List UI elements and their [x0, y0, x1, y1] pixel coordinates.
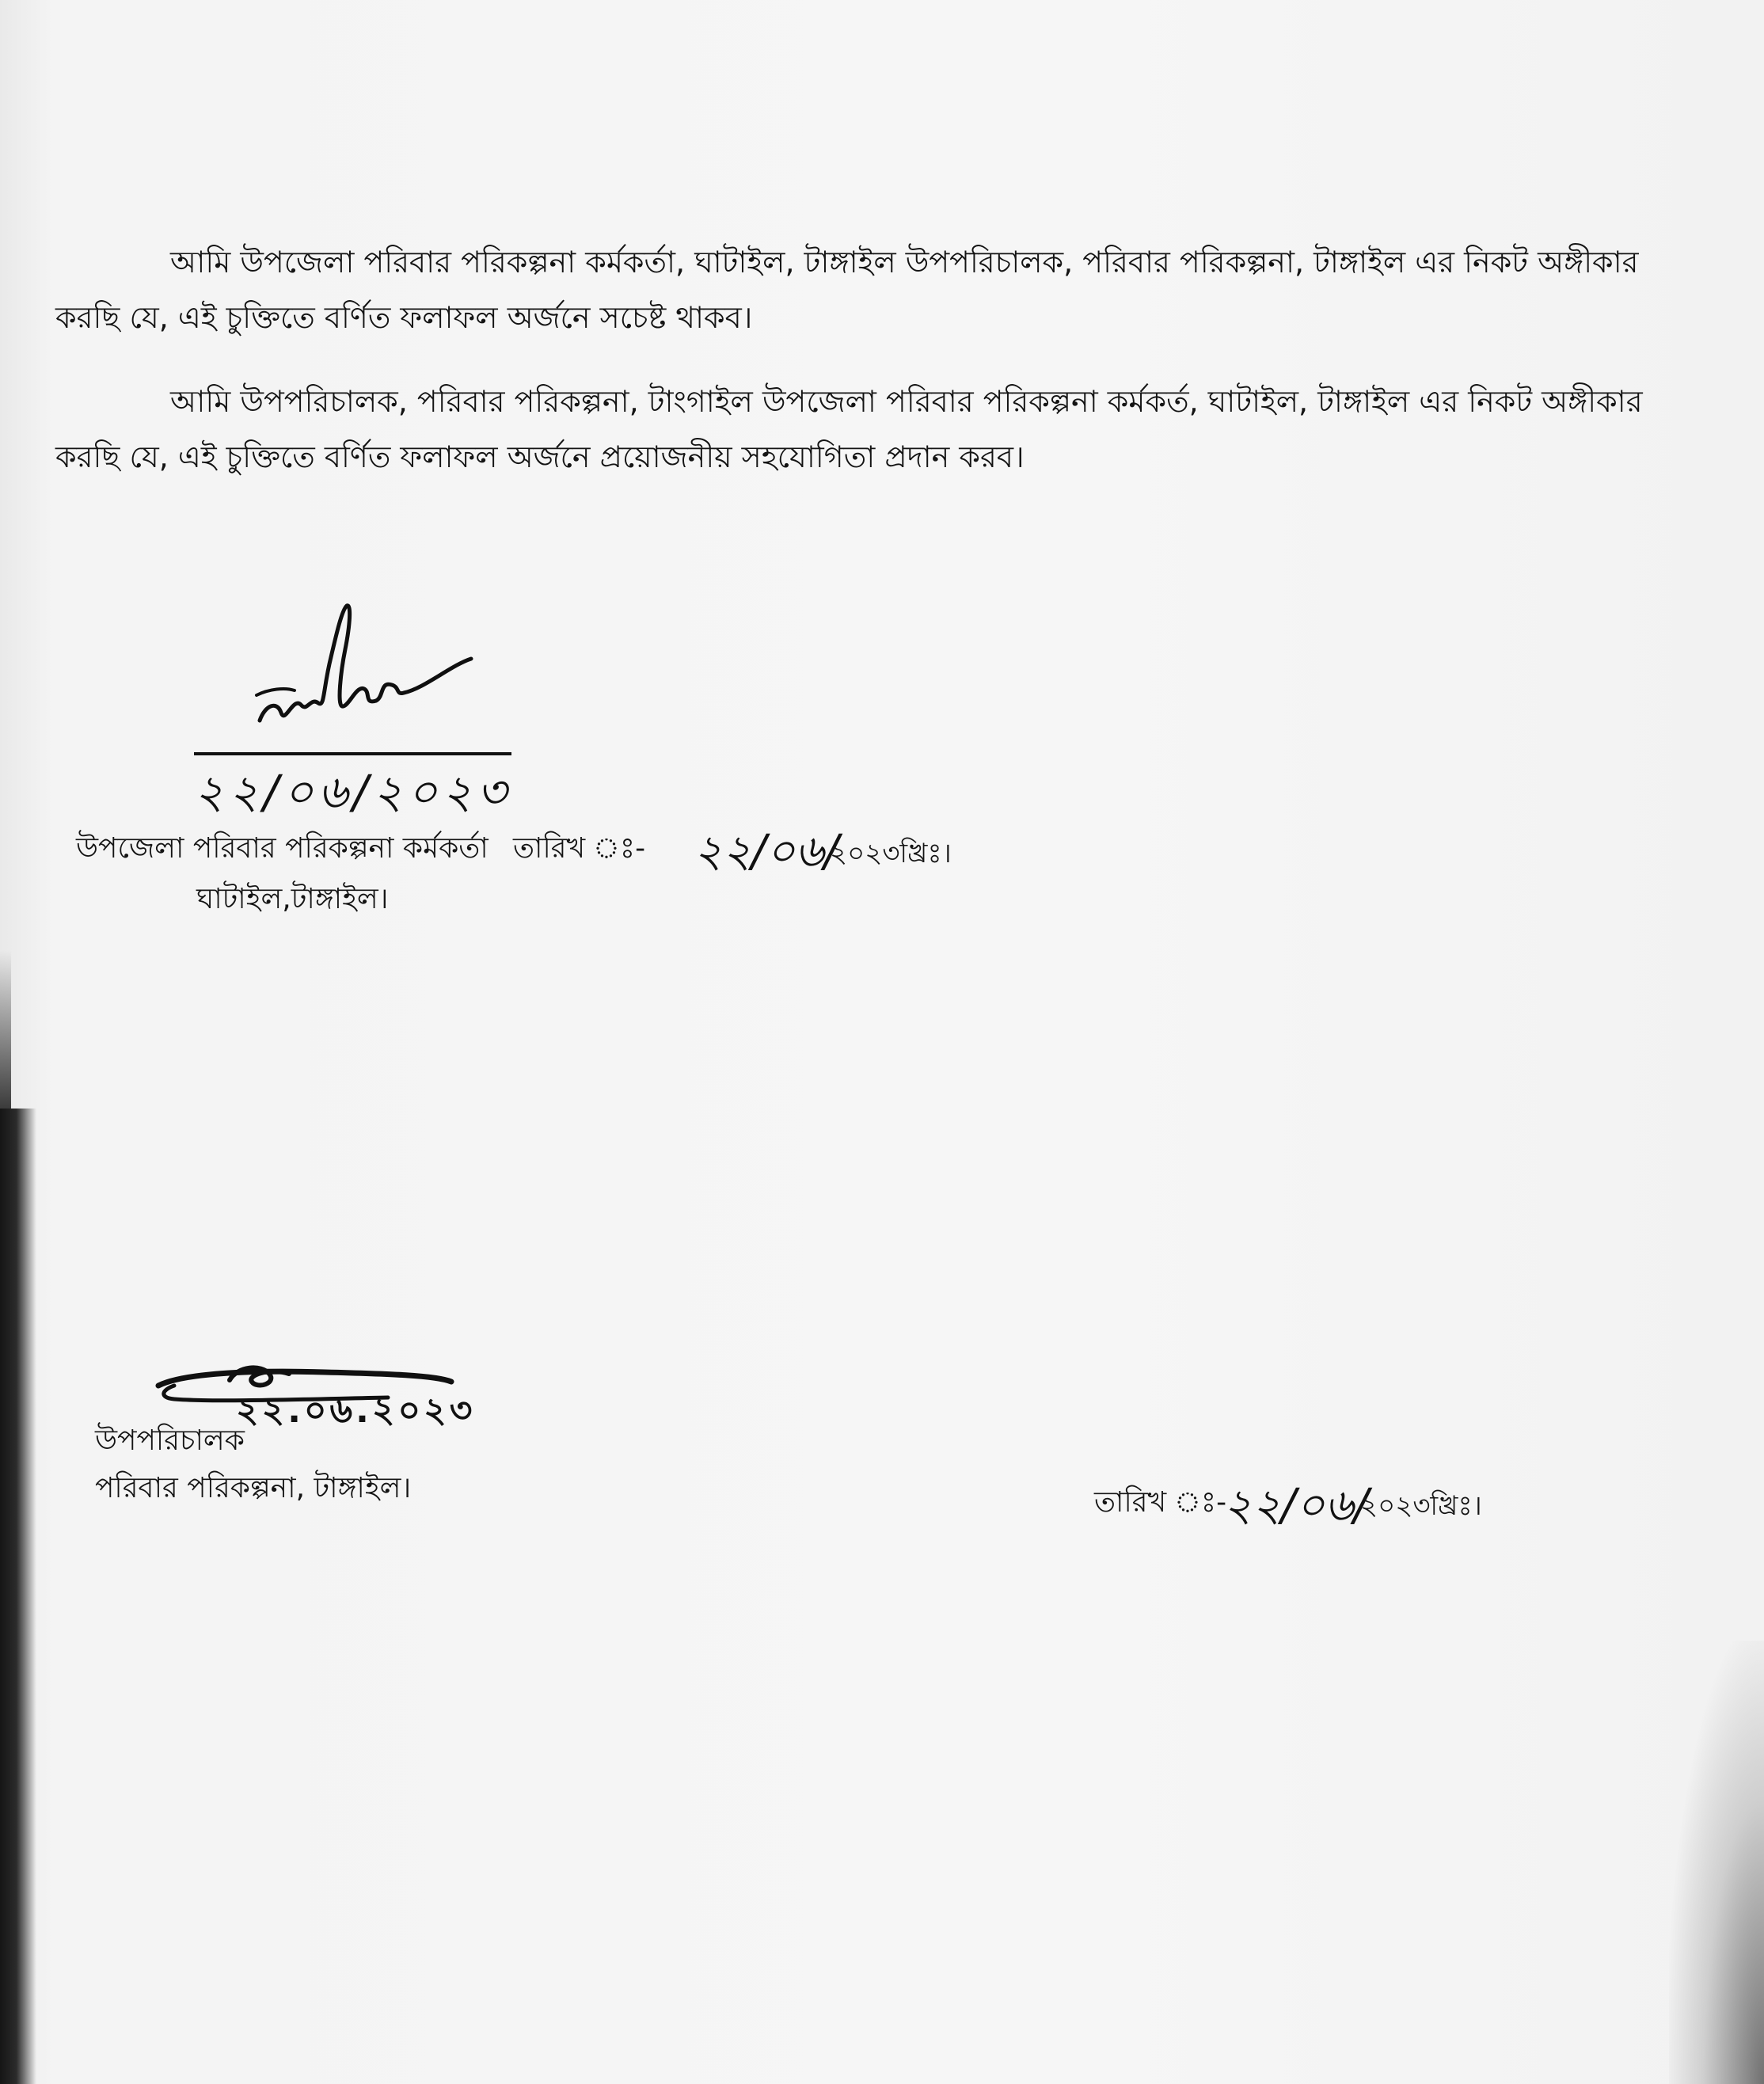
signatory-1-date-handwritten: ২২/০৬/: [694, 826, 839, 877]
signatory-2-office: পরিবার পরিকল্পনা, টাঙ্গাইল।: [95, 1472, 412, 1504]
signatory-2-date-label: তারিখ ঃ-: [1094, 1486, 1227, 1519]
commitment-paragraph-2: [55, 374, 1726, 485]
signatory-2-date-printed: ২০২৩খ্রিঃ।: [1360, 1490, 1482, 1522]
signature-2-date: ২২.০৬.২০২৩: [236, 1390, 476, 1431]
paragraph-line: করছি যে, এই চুক্তিতে বর্ণিত ফলাফল অর্জনে সচেষ্ট থাকব।: [55, 300, 753, 335]
page-edge-shadow: [0, 1109, 36, 2084]
paragraph-line: আমি উপজেলা পরিবার পরিকল্পনা কর্মকর্তা, ঘাটাইল, টাঙ্গাইল উপপরিচালক, পরিবার পরিকল্পনা, টাঙ্গাইল এর নিকট অঙ্গীকার: [170, 245, 1639, 280]
page-edge-shadow: [0, 950, 11, 1124]
signature-1-date: ২২/০৬/২০২৩: [194, 752, 511, 834]
paragraph-line: আমি উপপরিচালক, পরিবার পরিকল্পনা, টাংগাইল উপজেলা পরিবার পরিকল্পনা কর্মকর্ত, ঘাটাইল, টাঙ্গাইল এর নিকট অঙ্গীকার: [170, 384, 1643, 419]
signatory-1-location: ঘাটাইল,টাঙ্গাইল।: [196, 883, 389, 915]
signatory-2-title: উপপরিচালক: [95, 1424, 245, 1457]
paragraph-line: করছি যে, এই চুক্তিতে বর্ণিত ফলাফল অর্জনে প্রয়োজনীয় সহযোগিতা প্রদান করব।: [55, 439, 1025, 474]
signatory-1-date-label: তারিখ ঃ-: [513, 832, 646, 865]
signature-1-image: [245, 602, 483, 760]
signatory-1-date-printed: ২০২৩খ্রিঃ।: [830, 838, 952, 869]
commitment-paragraph-1: [55, 234, 1726, 345]
signatory-2-date-handwritten: ২২/০৬/: [1223, 1480, 1369, 1531]
corner-shadow: [1669, 1641, 1764, 2084]
signatory-1-title: উপজেলা পরিবার পরিকল্পনা কর্মকর্তা: [76, 832, 489, 865]
